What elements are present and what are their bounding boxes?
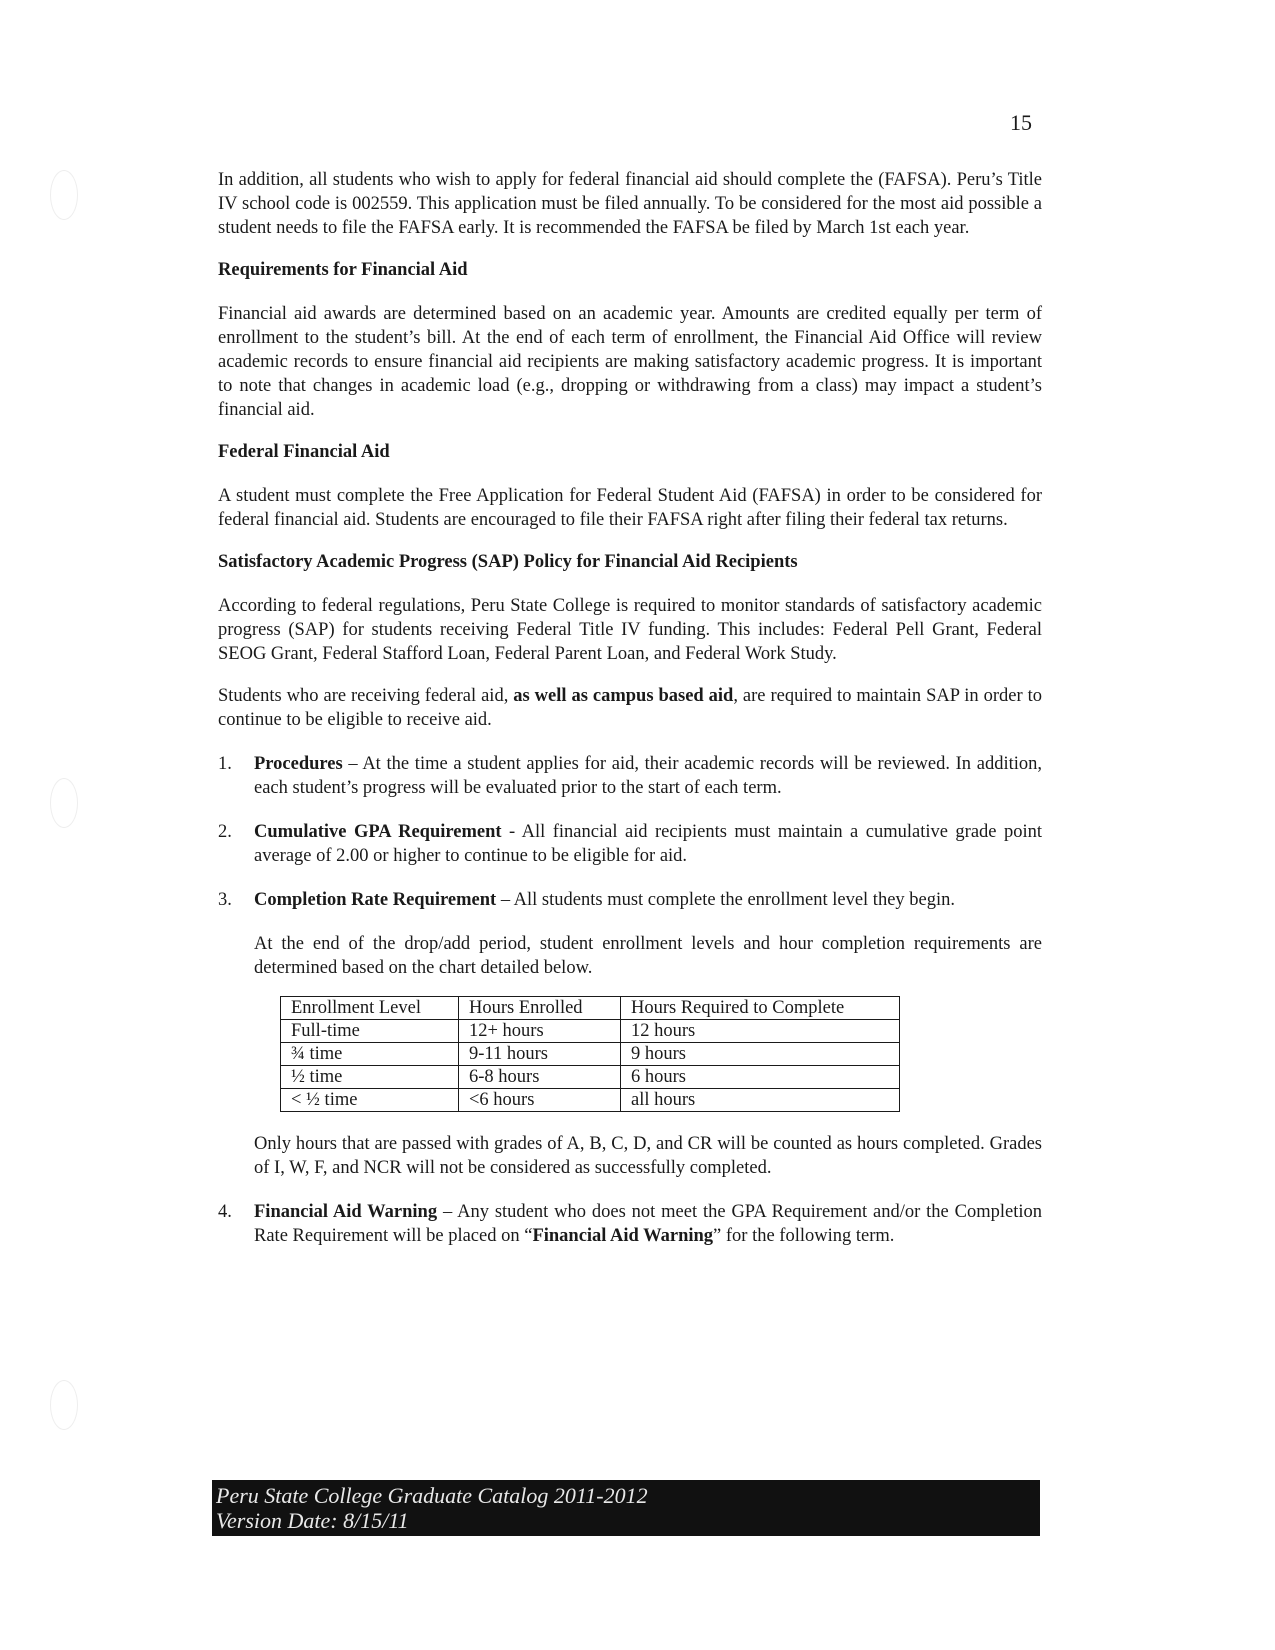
sap-heading: Satisfactory Academic Progress (SAP) Policy for Financial Aid Recipients [218,552,798,572]
footer-title: Peru State College Graduate Catalog 2011-2012 [216,1483,648,1508]
intro-paragraph: In addition, all students who wish to apply for federal financial aid should complete the (FAFSA). Peru’s Title IV school code is 002559. This application must be filed annually. To be considered for the most aid possible a student needs to file the FAFSA early. It is recommended the FAFSA be filed by March 1st each year. [218,170,1042,238]
completed-hours-note: Only hours that are passed with grades of A, B, C, D, and CR will be counted as hours completed. Grades of I, W, F, and NCR will not be considered as successfully completed. [254,1134,1042,1178]
completion-chart-intro: At the end of the drop/add period, student enrollment levels and hour completion requirements are determined based on the chart detailed below. [254,934,1042,978]
page-content [218,168,1042,1248]
table-row: Full-time 12+ hours 12 hours [281,1020,900,1043]
sap-requirements-list-cont [218,1200,1042,1248]
punch-hole-middle [50,778,78,828]
list-item-procedures: 1. Procedures – At the time a student applies for aid, their academic records will be reviewed. In addition, each student’s progress will be evaluated prior to the start of each term. [218,754,1042,798]
table-row: ¾ time 9-11 hours 9 hours [281,1043,900,1066]
punch-hole-bottom [50,1380,78,1430]
footer-version-date: Version Date: 8/15/11 [216,1508,409,1533]
requirements-heading: Requirements for Financial Aid [218,260,468,280]
list-item-title: Financial Aid Warning [254,1202,438,1222]
list-item-warning: 4. Financial Aid Warning – Any student who does not meet the GPA Requirement and/or the Completion Rate Requirement will be placed on “Financial Aid Warning” for the following term. [218,1202,1043,1246]
list-item-title: Cumulative GPA Requirement [254,822,502,842]
list-item-completion: 3. Completion Rate Requirement – All students must complete the enrollment level they begin. At the end of the drop/add period, student enrollment levels and hour completion requirements are determined based on the chart detailed below. [218,890,1042,978]
list-item-title: Procedures [254,754,343,774]
list-item-gpa: 2. Cumulative GPA Requirement - All financial aid recipients must maintain a cumulative grade point average of 2.00 or higher to continue to be eligible for aid. [218,822,1042,866]
warning-emphasis: Financial Aid Warning [532,1226,714,1246]
enrollment-table [280,996,900,1112]
sap-requirements-list [218,752,1042,980]
federal-aid-paragraph: A student must complete the Free Application for Federal Student Aid (FAFSA) in order to be considered for federal financial aid. Students are encouraged to file their FAFSA right after filing their federal tax returns. [218,486,1042,530]
campus-aid-emphasis: as well as campus based aid [513,686,734,706]
federal-aid-heading: Federal Financial Aid [218,442,390,462]
sap-campus-paragraph: Students who are receiving federal aid, as well as campus based aid, are required to maintain SAP in order to continue to be eligible to receive aid. [218,686,1042,730]
table-row: < ½ time <6 hours all hours [281,1089,900,1112]
sap-paragraph: According to federal regulations, Peru State College is required to monitor standards of satisfactory academic progress (SAP) for students receiving Federal Title IV funding. This includes: Federal Pell Grant, Federal SEOG Grant, Federal Stafford Loan, Federal Parent Loan, and Federal Work Study. [218,596,1042,664]
catalog-footer-banner [212,1480,1040,1536]
punch-hole-top [50,170,78,220]
table-header-row: Enrollment Level Hours Enrolled Hours Required to Complete [281,997,900,1020]
table-row: ½ time 6-8 hours 6 hours [281,1066,900,1089]
page-number: 15 [1010,110,1032,135]
list-item-title: Completion Rate Requirement [254,890,497,910]
requirements-paragraph: Financial aid awards are determined based on an academic year. Amounts are credited equally per term of enrollment to the student’s bill. At the end of each term of enrollment, the Financial Aid Office will review academic records to ensure financial aid recipients are making satisfactory academic progress. It is important to note that changes in academic load (e.g., dropping or withdrawing from a class) may impact a student’s financial aid. [218,304,1042,420]
